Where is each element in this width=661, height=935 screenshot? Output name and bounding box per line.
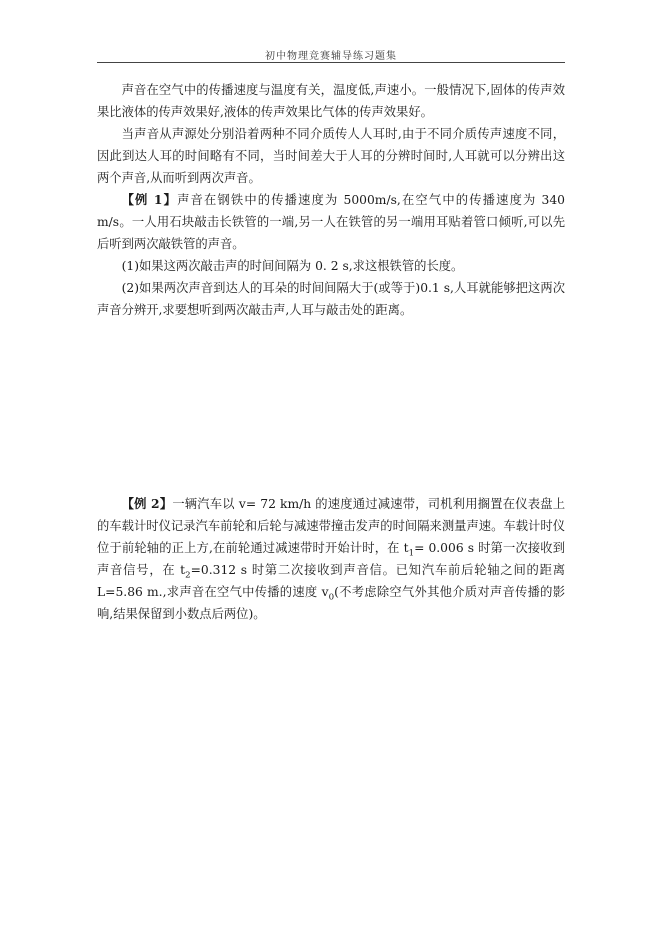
subscript-v0: 0	[328, 592, 335, 603]
example-2-part-2: = 0.006 s 时第一次接收到声音信号，在 t	[97, 541, 566, 577]
example-2	[97, 493, 565, 625]
example-1-label: 【例 1】	[121, 192, 178, 207]
header-divider	[97, 62, 565, 63]
subscript-t2: 2	[185, 570, 191, 581]
example-1-question-2: (2)如果两次声音到达人的耳朵的时间间隔大于(或等于)0.1 s,人耳就能够把这两次声音分辨开,求要想听到两次敲击声,人耳与敲击处的距离。	[97, 281, 565, 317]
paragraph-sound-temperature: 声音在空气中的传播速度与温度有关，温度低,声速小。一般情况下,固体的传声效果比液体的传声效果好,液体的传声效果比气体的传声效果好。	[97, 83, 565, 119]
example-2-part-4: (不考虑除空气外其他介质对声音传播的影响,结果保留到小数点后两位)。	[97, 585, 565, 621]
example-1-question-1: (1)如果这两次敲击声的时间间隔为 0. 2 s,求这根铁管的长度。	[121, 259, 464, 273]
example-2-label: 【例 2】	[121, 496, 173, 511]
page-header: 初中物理竞赛辅导练习题集	[265, 51, 397, 62]
example-1	[97, 189, 565, 255]
content-block-2	[97, 493, 565, 625]
paragraph-two-sounds: 当声音从声源处分别沿着两种不同介质传人人耳时,由于不同介质传声速度不同，因此到达人耳的时间略有不同，当时间差大于人耳的分辨时间时,人耳就可以分辨出这两个声音,从而听到两次声音。	[97, 127, 565, 185]
content-block-1	[97, 79, 565, 321]
example-1-text: 声音在钢铁中的传播速度为 5000m/s,在空气中的传播速度为 340 m/s。一人用石块敲击长铁管的一端,另一人在铁管的另一端用耳贴着管口倾听,可以先后听到两次敲铁管的声音。	[97, 193, 565, 251]
example-2-part-3: =0.312 s 时第二次接收到声音信。已知汽车前后轮轴之间的距离 L=5.86 m.,求声音在空气中传播的速度 v	[97, 563, 565, 599]
subscript-t1: 1	[408, 548, 415, 559]
example-2-part-1: 一辆汽车以 v= 72 km/h 的速度通过减速带，司机利用搁置在仪表盘上的车载计时仪记录汽车前轮和后轮与减速带撞击发声的时间隔来测量声速。车载计时仪位于前轮轴的正上方,在前轮通过减速带时开始计时，在 t	[97, 497, 565, 555]
